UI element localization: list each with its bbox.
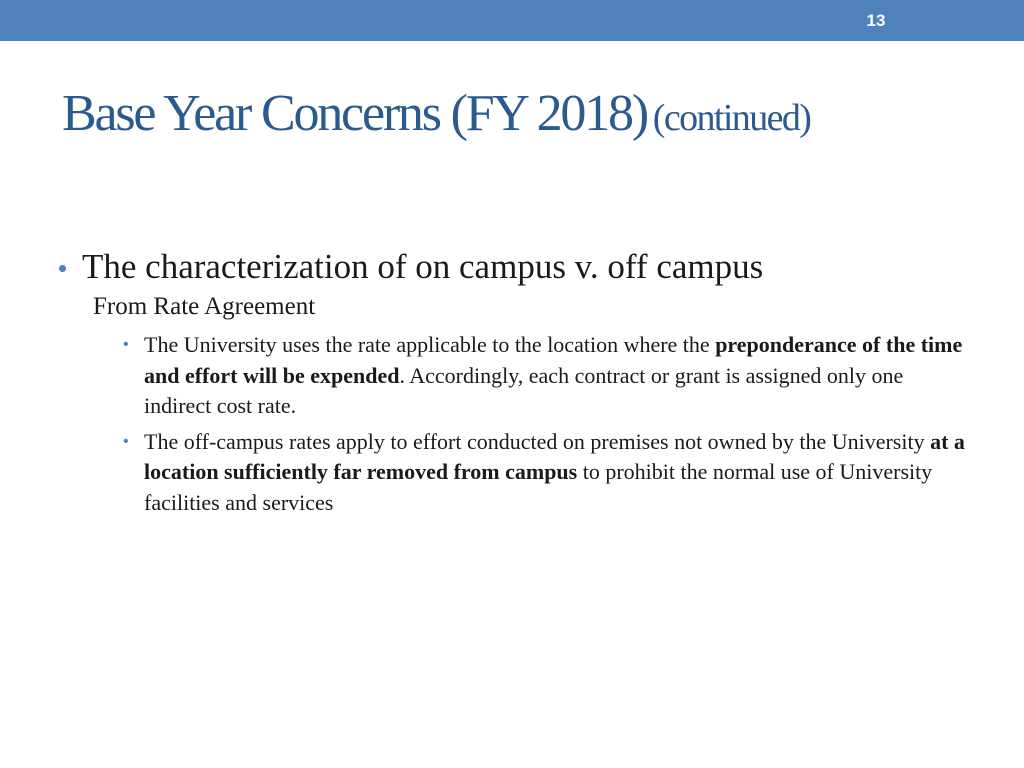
sub-bullet-bold-text: preponderance of the time and effort will be expended xyxy=(144,332,963,388)
sub-bullet-item xyxy=(123,330,974,422)
sub-bullet-text: to prohibit the normal use of University facilities and services xyxy=(144,459,933,515)
bullet-text: The characterization of on campus v. off campus xyxy=(82,247,764,286)
bullet-dot-icon: • xyxy=(123,336,129,353)
sub-bullet-text: The University uses the rate applicable to the location where the xyxy=(144,332,716,357)
subheading: From Rate Agreement xyxy=(93,293,316,320)
title-main: Base Year Concerns (FY 2018) xyxy=(62,85,647,142)
slide-number: 13 xyxy=(866,11,886,30)
bullet-dot-icon: • xyxy=(123,432,129,450)
sub-bullet-item xyxy=(123,427,974,519)
slide-content xyxy=(56,244,976,518)
sub-bullet-bold-text: at a location sufficiently far removed from campus xyxy=(144,428,965,484)
header-bar xyxy=(0,0,1024,41)
title-continued: (continued) xyxy=(652,97,811,139)
bullet-item xyxy=(56,244,976,290)
bullet-dot-icon: • xyxy=(58,253,68,283)
slide-title xyxy=(62,85,811,142)
sub-bullet-text: The off-campus rates apply to effort conducted on premises not owned by the University xyxy=(144,428,931,454)
sub-bullet-text: . Accordingly, each contract or grant is assigned only one indirect cost rate. xyxy=(144,362,904,418)
